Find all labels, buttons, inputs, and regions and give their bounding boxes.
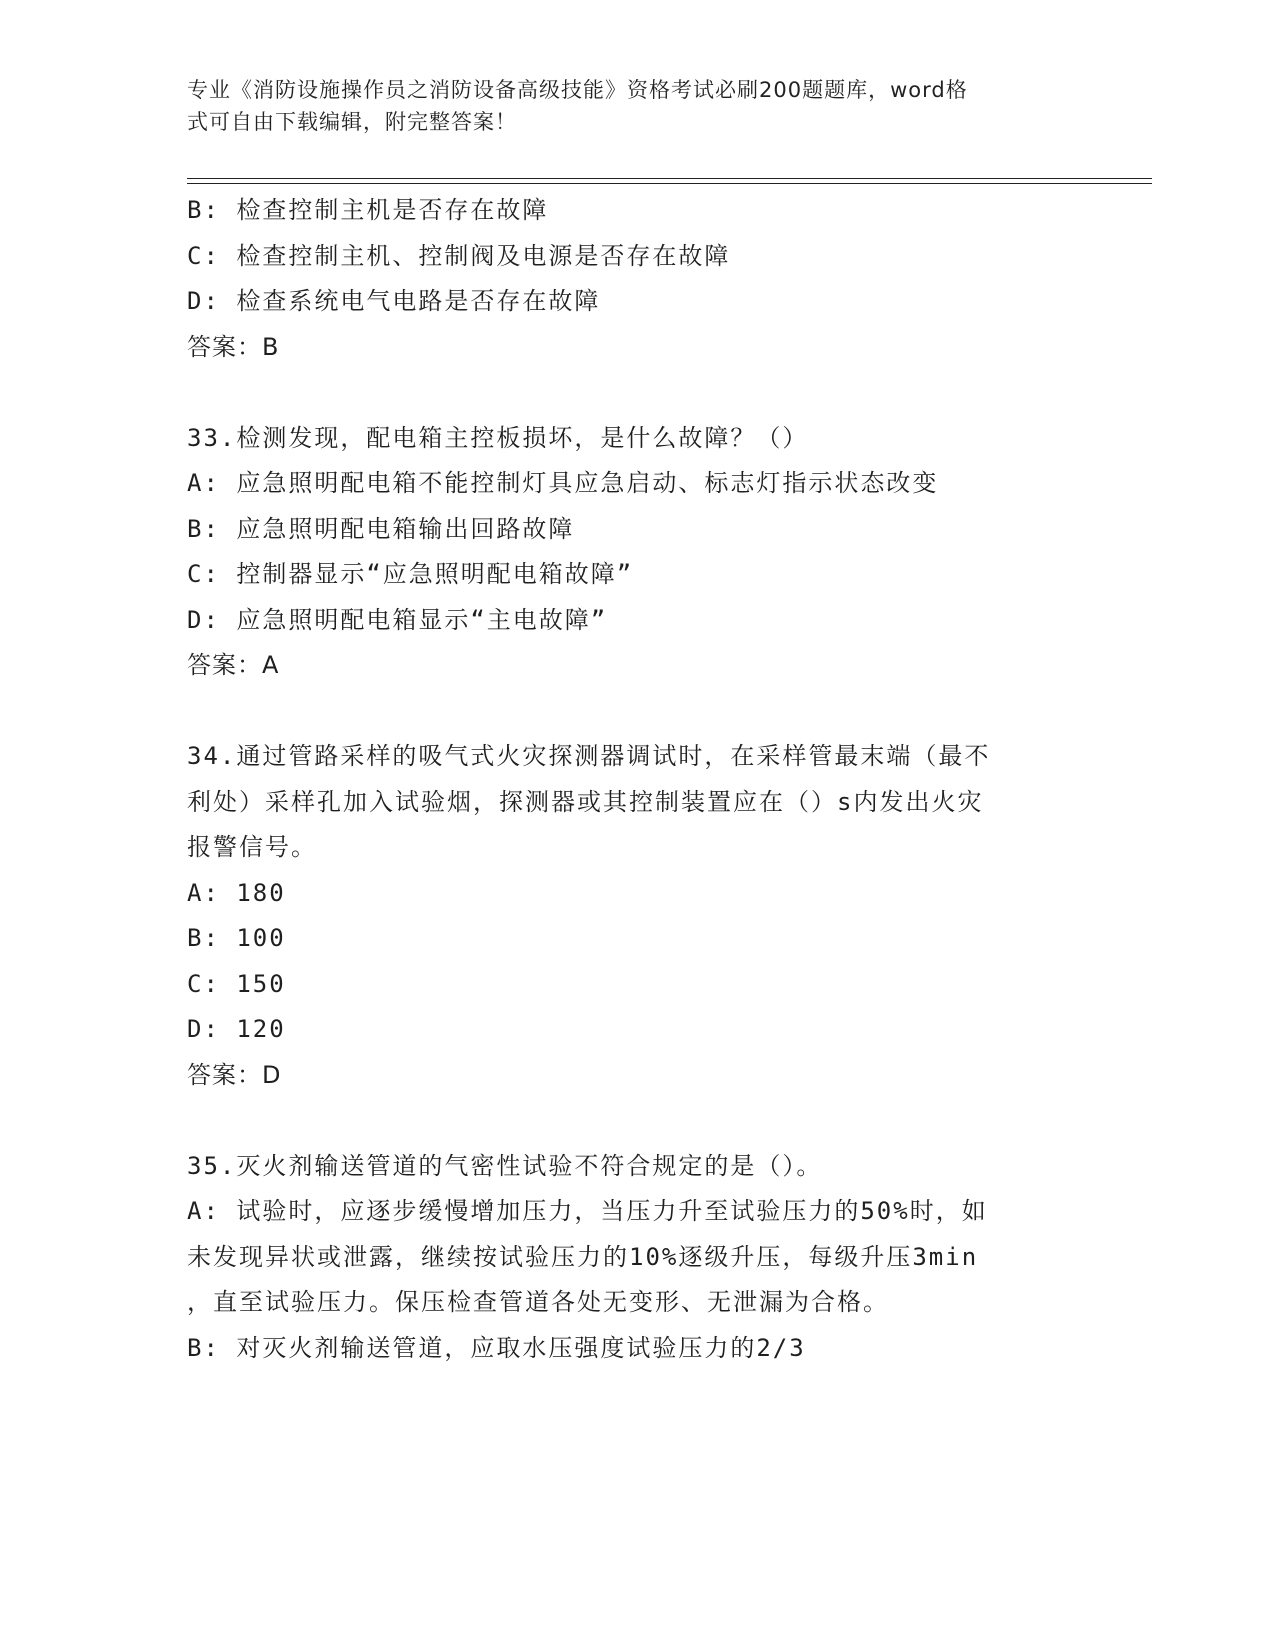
q32-option-d: D: 检查系统电气电路是否存在故障 [187,287,601,315]
spacer [187,689,1087,735]
q32-answer: 答案：B [187,332,280,361]
q35-option-a-line-1: A: 试验时，应逐步缓慢增加压力，当压力升至试验压力的50%时，如 [187,1197,988,1225]
question-32-block [187,188,1087,370]
q35-option-b: B: 对灭火剂输送管道，应取水压强度试验压力的2/3 [187,1333,806,1362]
q34-option-d: D: 120 [187,1015,286,1043]
q32-option-b: B: 检查控制主机是否存在故障 [187,196,549,224]
q33-option-b: B: 应急照明配电箱输出回路故障 [187,514,575,543]
spacer [187,1098,1087,1144]
spacer [187,370,1087,416]
q35-option-a-line-3: ，直至试验压力。保压检查管道各处无变形、无泄漏为合格。 [187,1288,889,1316]
q34-question-line-2: 利处）采样孔加入试验烟，探测器或其控制装置应在（）s内发出火灾 [187,787,984,816]
question-list [187,188,1087,1371]
q33-answer: 答案：A [187,651,280,679]
q35-question: 35.灭火剂输送管道的气密性试验不符合规定的是（）。 [187,1151,823,1180]
q35-option-a-line-2: 未发现异状或泄露，继续按试验压力的10%逐级升压，每级升压3min [187,1242,979,1271]
q33-option-a: A: 应急照明配电箱不能控制灯具应急启动、标志灯指示状态改变 [187,469,939,497]
q34-option-c: C: 150 [187,969,286,998]
header-divider-thin [187,178,1152,179]
document-header [187,74,1067,138]
q34-answer: 答案：D [187,1060,282,1089]
question-33-block [187,416,1087,689]
q32-option-c: C: 检查控制主机、控制阀及电源是否存在故障 [187,241,731,270]
q34-option-a: A: 180 [187,878,286,907]
q34-question-line-3: 报警信号。 [187,833,317,861]
header-line-2: 式可自由下载编辑，附完整答案！ [187,110,517,134]
header-line-1: 专业《消防设施操作员之消防设备高级技能》资格考试必刷200题题库，word格 [187,78,968,102]
q34-question-line-1: 34.通过管路采样的吸气式火灾探测器调试时，在采样管最末端（最不 [187,742,991,770]
question-35-block [187,1144,1087,1372]
q33-option-c: C: 控制器显示“应急照明配电箱故障” [187,560,634,588]
q33-option-d: D: 应急照明配电箱显示“主电故障” [187,605,608,634]
q34-option-b: B: 100 [187,924,286,952]
question-34-block [187,734,1087,1098]
q33-question: 33.检测发现，配电箱主控板损坏，是什么故障？（） [187,423,809,452]
header-divider-thick [187,183,1152,184]
